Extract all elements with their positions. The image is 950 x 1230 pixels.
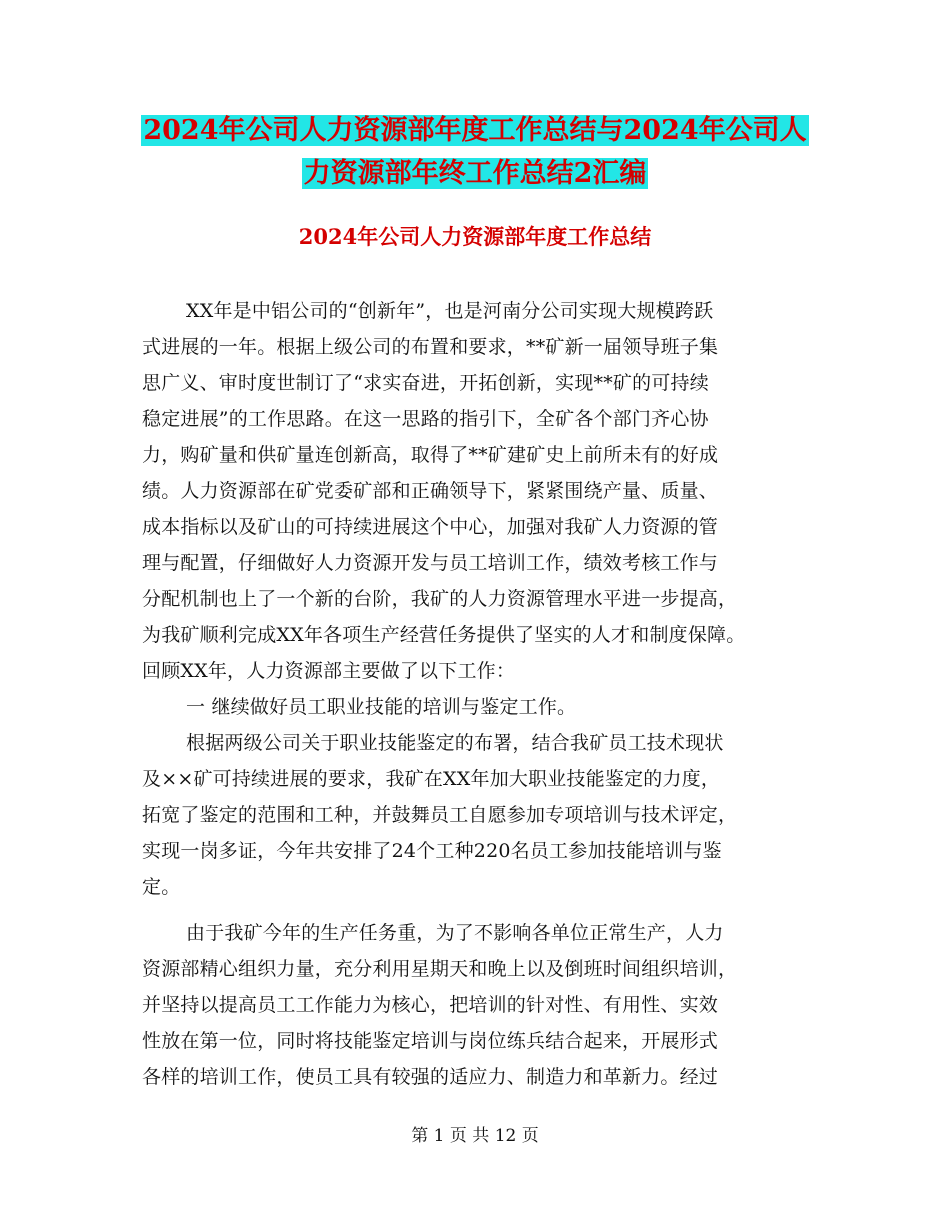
- body-line: 根据两级公司关于职业技能鉴定的布署，结合我矿员工技术现状: [186, 732, 724, 754]
- page-footer: 第 1 页 共 12 页: [411, 1126, 539, 1146]
- body-line: 各样的培训工作，使员工具有较强的适应力、制造力和革新力。经过: [142, 1066, 719, 1088]
- section-heading: 一 继续做好员工职业技能的培训与鉴定工作。: [186, 696, 577, 718]
- section-title: 2024年公司人力资源部年度工作总结: [298, 224, 652, 249]
- body-line: 由于我矿今年的生产任务重，为了不影响各单位正常生产，人力: [186, 922, 724, 944]
- body-line: 并坚持以提高员工工作能力为核心，把培训的针对性、有用性、实效: [142, 994, 719, 1016]
- document-title-line-1-text: 2024年公司人力资源部年度工作总结与2024年公司人: [143, 115, 807, 146]
- body-line: 为我矿顺利完成XX年各项生产经营任务提供了坚实的人才和制度保障。: [142, 624, 746, 646]
- body-line: 绩。人力资源部在矿党委矿部和正确领导下，紧紧围绕产量、质量、: [142, 480, 719, 502]
- body-line: 思广义、审时度世制订了“求实奋进，开拓创新，实现**矿的可持续: [142, 372, 709, 394]
- body-line: 稳定进展”的工作思路。在这一思路的指引下，全矿各个部门齐心协: [142, 408, 709, 430]
- body-line: 定。: [142, 876, 181, 898]
- body-line: 成本指标以及矿山的可持续进展这个中心，加强对我矿人力资源的管: [142, 516, 719, 538]
- body-line: 拓宽了鉴定的范围和工种，并鼓舞员工自愿参加专项培训与技术评定，: [142, 804, 738, 826]
- body-line: 理与配置，仔细做好人力资源开发与员工培训工作，绩效考核工作与: [142, 552, 719, 574]
- body-line: 回顾XX年，人力资源部主要做了以下工作：: [142, 660, 516, 682]
- document-title-line-1: [0, 114, 950, 148]
- body-line: XX年是中铝公司的“创新年”，也是河南分公司实现大规模跨跃: [186, 300, 714, 322]
- body-line: 分配机制也上了一个新的台阶，我矿的人力资源管理水平进一步提高，: [142, 588, 738, 610]
- body-line: 力，购矿量和供矿量连创新高，取得了**矿建矿史上前所未有的好成: [142, 444, 719, 466]
- body-line: 资源部精心组织力量，充分利用星期天和晚上以及倒班时间组织培训，: [142, 958, 738, 980]
- body-line: 及××矿可持续进展的要求，我矿在XX年加大职业技能鉴定的力度，: [142, 768, 721, 790]
- body-line: 式进展的一年。根据上级公司的布置和要求，**矿新一届领导班子集: [142, 336, 719, 358]
- body-line: 实现一岗多证，今年共安排了24个工种220名员工参加技能培训与鉴: [142, 840, 722, 862]
- document-title-line-2-text: 力资源部年终工作总结2汇编: [303, 158, 647, 189]
- document-title-line-2: [0, 157, 950, 191]
- body-line: 性放在第一位，同时将技能鉴定培训与岗位练兵结合起来，开展形式: [142, 1030, 719, 1052]
